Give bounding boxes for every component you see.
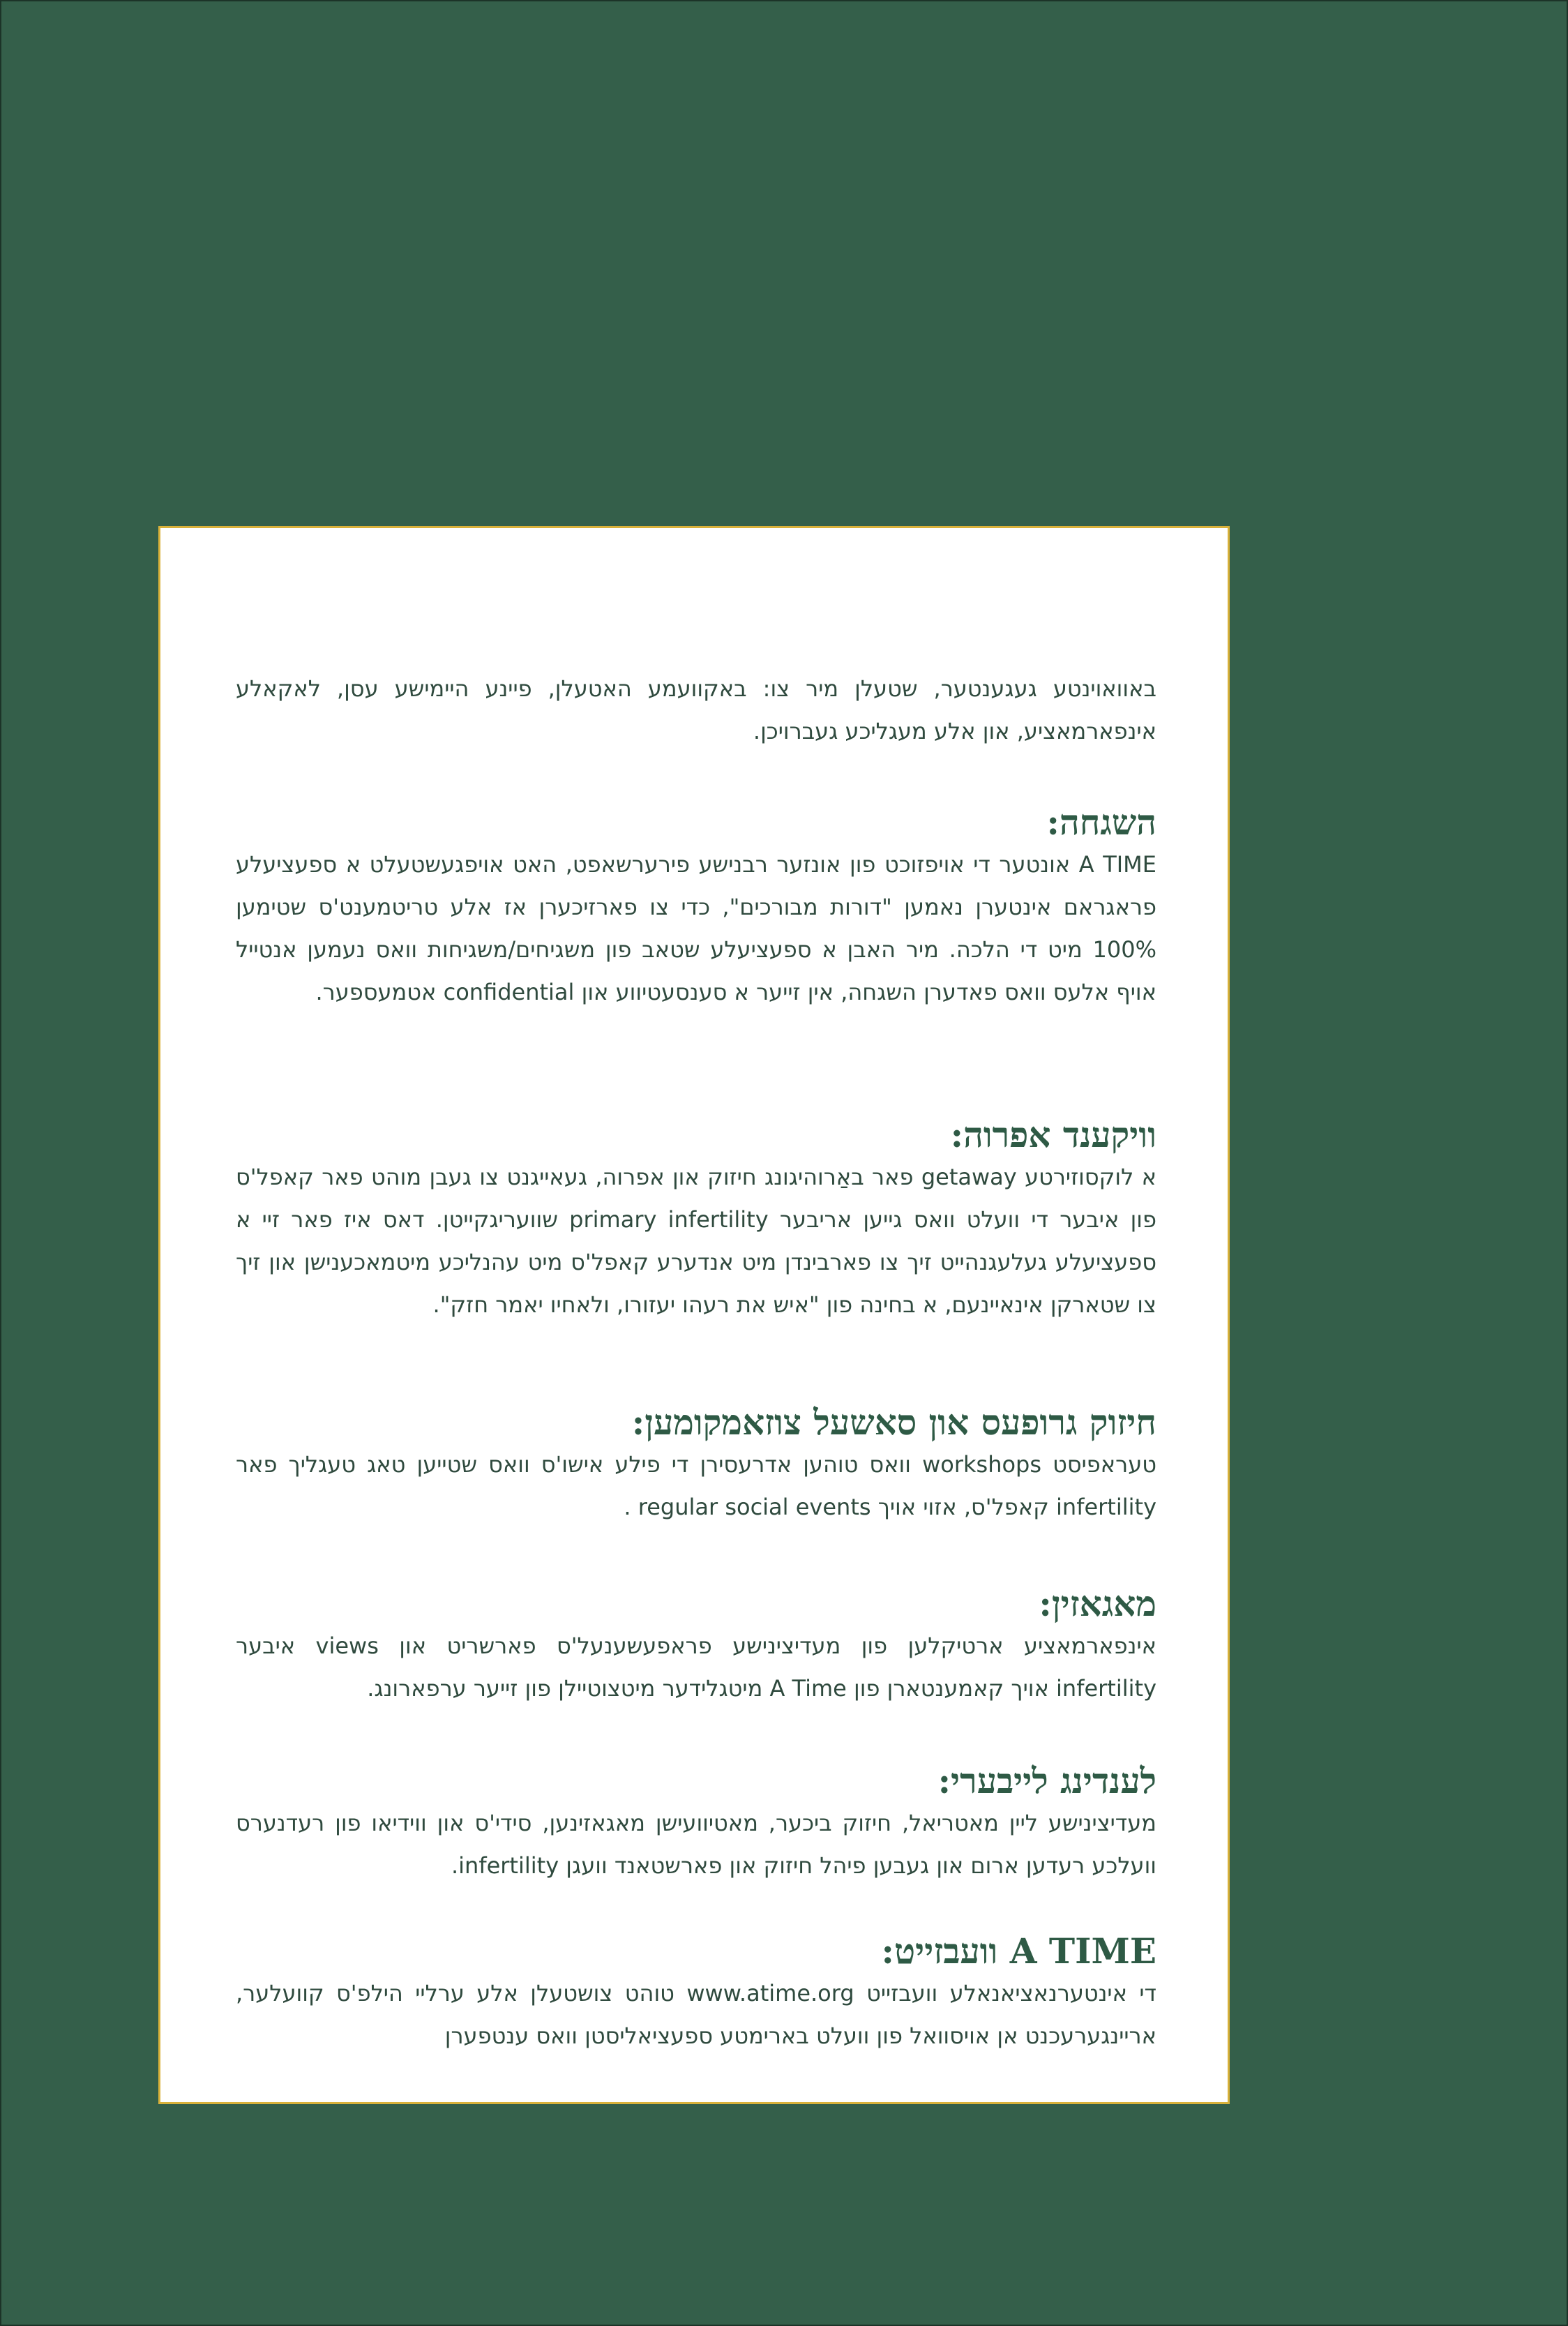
section-body-weekend: א לוקסוזירטע getaway פאר באַרוהיגונג חיזוק און אפרוה, געאייגנט צו געבן מוהט פאר קאפל'ס פון איבער די וועלט וואס גייען אריבער primary infertility שוועריגקייטן. דאס איז פאר זיי א ספעציעלע געלעגנהייט זיך צו פארבינדן מיט אנדערע קאפל'ס מיט עהנליכע מיטמאכענישן און זיך צו שטארקן אינאיינעם, א בחינה פון "איש את רעהו יעזורו, ולאחיו יאמר חזק". <box>236 1164 1157 1318</box>
section-heading-library: לענדינג לייבערי: <box>937 1760 1156 1801</box>
content-panel <box>158 526 1230 2104</box>
section-body-hashgacha: A TIME אונטער די אויפזוכט פון אונזער רבנישע פירערשאפט, האט אויפגעשטעלט א ספעציעלע פראגראם אינטערן נאמען "דורות מבורכים", כדי צו פארזיכערן אז אלע טריטמענט'ס שטימען 100% מיט די הלכה. מיר האבן א ספעציעלע שטאב פון משגיחים/משגיחות וואס נעמען אנטייל אויף אלעס וואס פאדערן השגחה, אין זייער א סענסעטיווע און confidential אטמעספער. <box>236 851 1157 1005</box>
section-heading-weekend: וויקענד אפרוה: <box>950 1114 1156 1155</box>
section-body-support-groups: טעראפיסט workshops וואס טוהען אדרעסירן די פילע אישו'ס וואס שטייען טאג טעגליך פאר infertility קאפל'ס, אזוי אויך regular social events . <box>236 1451 1157 1520</box>
section-heading-magazine: מאגאזין: <box>1039 1583 1156 1624</box>
section-body-magazine: אינפארמאציע ארטיקלען פון מעדיצינישע פראפעשענעל'ס פארשריט און views איבער infertility אויך קאמענטארן פון A Time מיטגלידער מיטצוטיילן פון זייער ערפארונג. <box>236 1633 1156 1702</box>
section-heading-hashgacha: השגחה: <box>1046 802 1156 843</box>
section-body-library: מעדיצינישע ליין מאטריאל, חיזוק ביכער, מאטיוועישן מאגאזינען, סידי'ס און ווידיאו פון רעדנערס וועלכע רעדען ארום און געבען פיהל חיזוק און פארשטאנד וועגן infertility. <box>236 1810 1156 1879</box>
section-body-website: די אינטערנאציאנאלע וועבזייט www.atime.org טוהט צושטעלן אלע ערליי הילפ'ס קוועלער, אריינגערעכנט אן אויסוואל פון וועלט בארימטע ספעציאליסטן וואס ענטפערן <box>236 1980 1157 2049</box>
section-heading-website: A TIME וועבזייט: <box>881 1930 1156 1972</box>
intro-paragraph: באוואוינטע געגענטער, שטעלן מיר צו: באקוועמע האטעלן, פיינע היימישע עסן, לאקאלע אינפארמאציע, און אלע מעגליכע געברויכן. <box>236 675 1156 744</box>
section-heading-support-groups: חיזוק גרופעס און סאשעל צוזאמקומען: <box>631 1402 1156 1443</box>
